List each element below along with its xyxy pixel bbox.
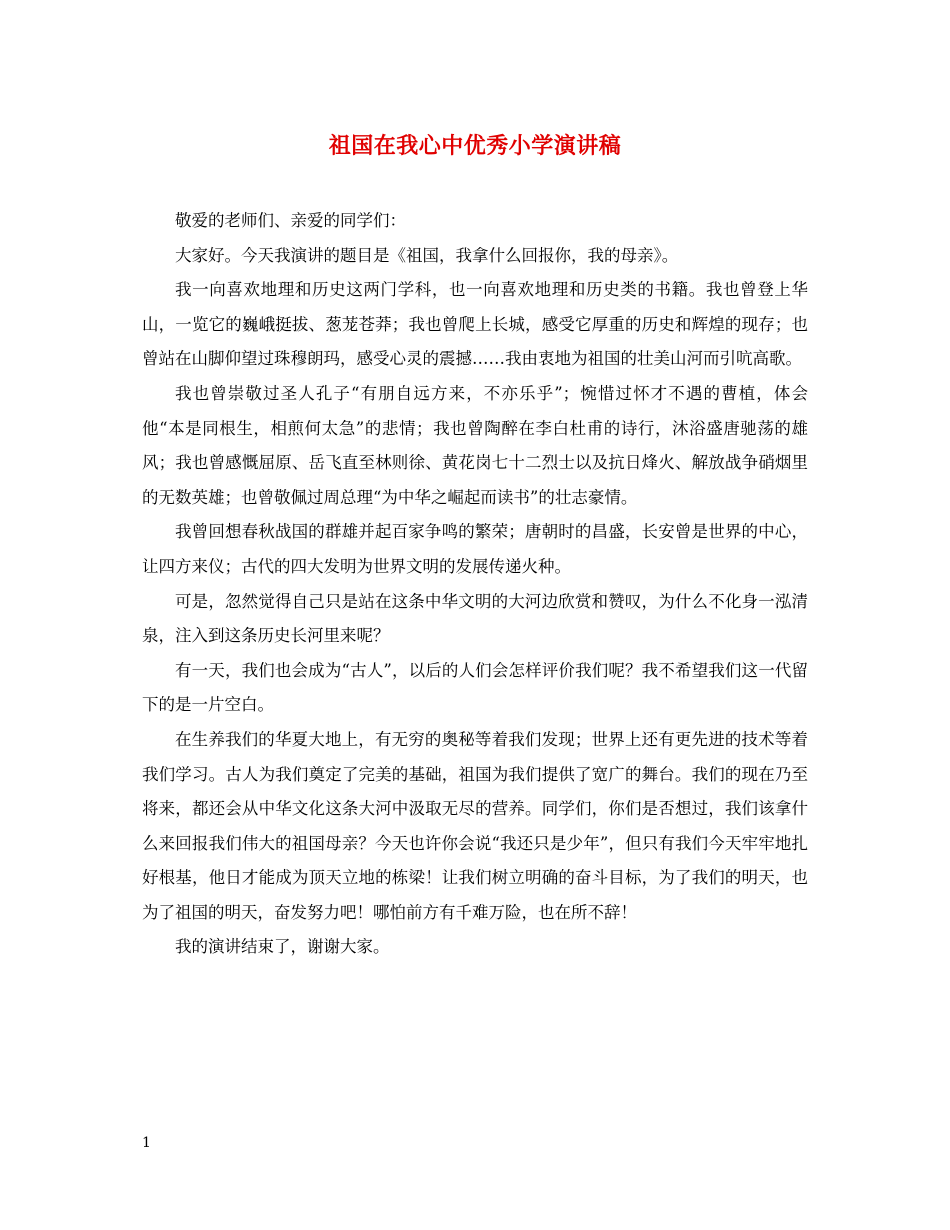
document-body bbox=[142, 204, 808, 965]
paragraph-geography: 我一向喜欢地理和历史这两门学科，也一向喜欢地理和历史类的书籍。我也曾登上华山，一览它的巍峨挺拔、葱茏苍莽；我也曾爬上长城，感受它厚重的历史和辉煌的现存；也曾站在山脚仰望过珠穆朗玛，感受心灵的震撼……我由衷地为祖国的壮美山河而引吭高歌。 bbox=[142, 280, 808, 369]
paragraph-reflection: 可是，忽然觉得自己只是站在这条中华文明的大河边欣赏和赞叹，为什么不化身一泓清泉，注入到这条历史长河里来呢？ bbox=[142, 591, 808, 646]
paragraph-greeting: 敬爱的老师们、亲爱的同学们： bbox=[175, 211, 406, 230]
paragraph-call-to-action: 在生养我们的华夏大地上，有无穷的奥秘等着我们发现；世界上还有更先进的技术等着我们学习。古人为我们奠定了完美的基础，祖国为我们提供了宽广的舞台。我们的现在乃至将来，都还会从中华文化这条大河中汲取无尽的营养。同学们，你们是否想过，我们该拿什么来回报我们伟大的祖国母亲？今天也许你会说“我还只是少年”，但只有我们今天牢牢地扎好根基，他日才能成为顶天立地的栋梁！让我们树立明确的奋斗目标，为了我们的明天，也为了祖国的明天，奋发努力吧！哪怕前方有千难万险，也在所不辞！ bbox=[142, 729, 808, 922]
page-title: 祖国在我心中优秀小学演讲稿 bbox=[328, 133, 622, 159]
page-number: 1 bbox=[142, 1135, 151, 1151]
paragraph-history-figures: 我也曾崇敬过圣人孔子“有朋自远方来，不亦乐乎”；惋惜过怀才不遇的曹植，体会他“本是同根生，相煎何太急”的悲情；我也曾陶醉在李白杜甫的诗行，沐浴盛唐驰荡的雄风；我也曾感慨屈原、岳飞直至林则徐、黄花岗七十二烈士以及抗日烽火、解放战争硝烟里的无数英雄；也曾敬佩过周总理“为中华之崛起而读书”的壮志豪情。 bbox=[142, 383, 808, 507]
paragraph-ancient-glory: 我曾回想春秋战国的群雄并起百家争鸣的繁荣；唐朝时的昌盛，长安曾是世界的中心，让四方来仪；古代的四大发明为世界文明的发展传递火种。 bbox=[142, 522, 808, 576]
paragraph-intro: 大家好。今天我演讲的题目是《祖国，我拿什么回报你，我的母亲》。 bbox=[175, 245, 679, 265]
paragraph-future-ancients: 有一天，我们也会成为“古人”，以后的人们会怎样评价我们呢？我不希望我们这一代留下的是一片空白。 bbox=[142, 660, 808, 715]
paragraph-closing: 我的演讲结束了，谢谢大家。 bbox=[175, 937, 390, 957]
